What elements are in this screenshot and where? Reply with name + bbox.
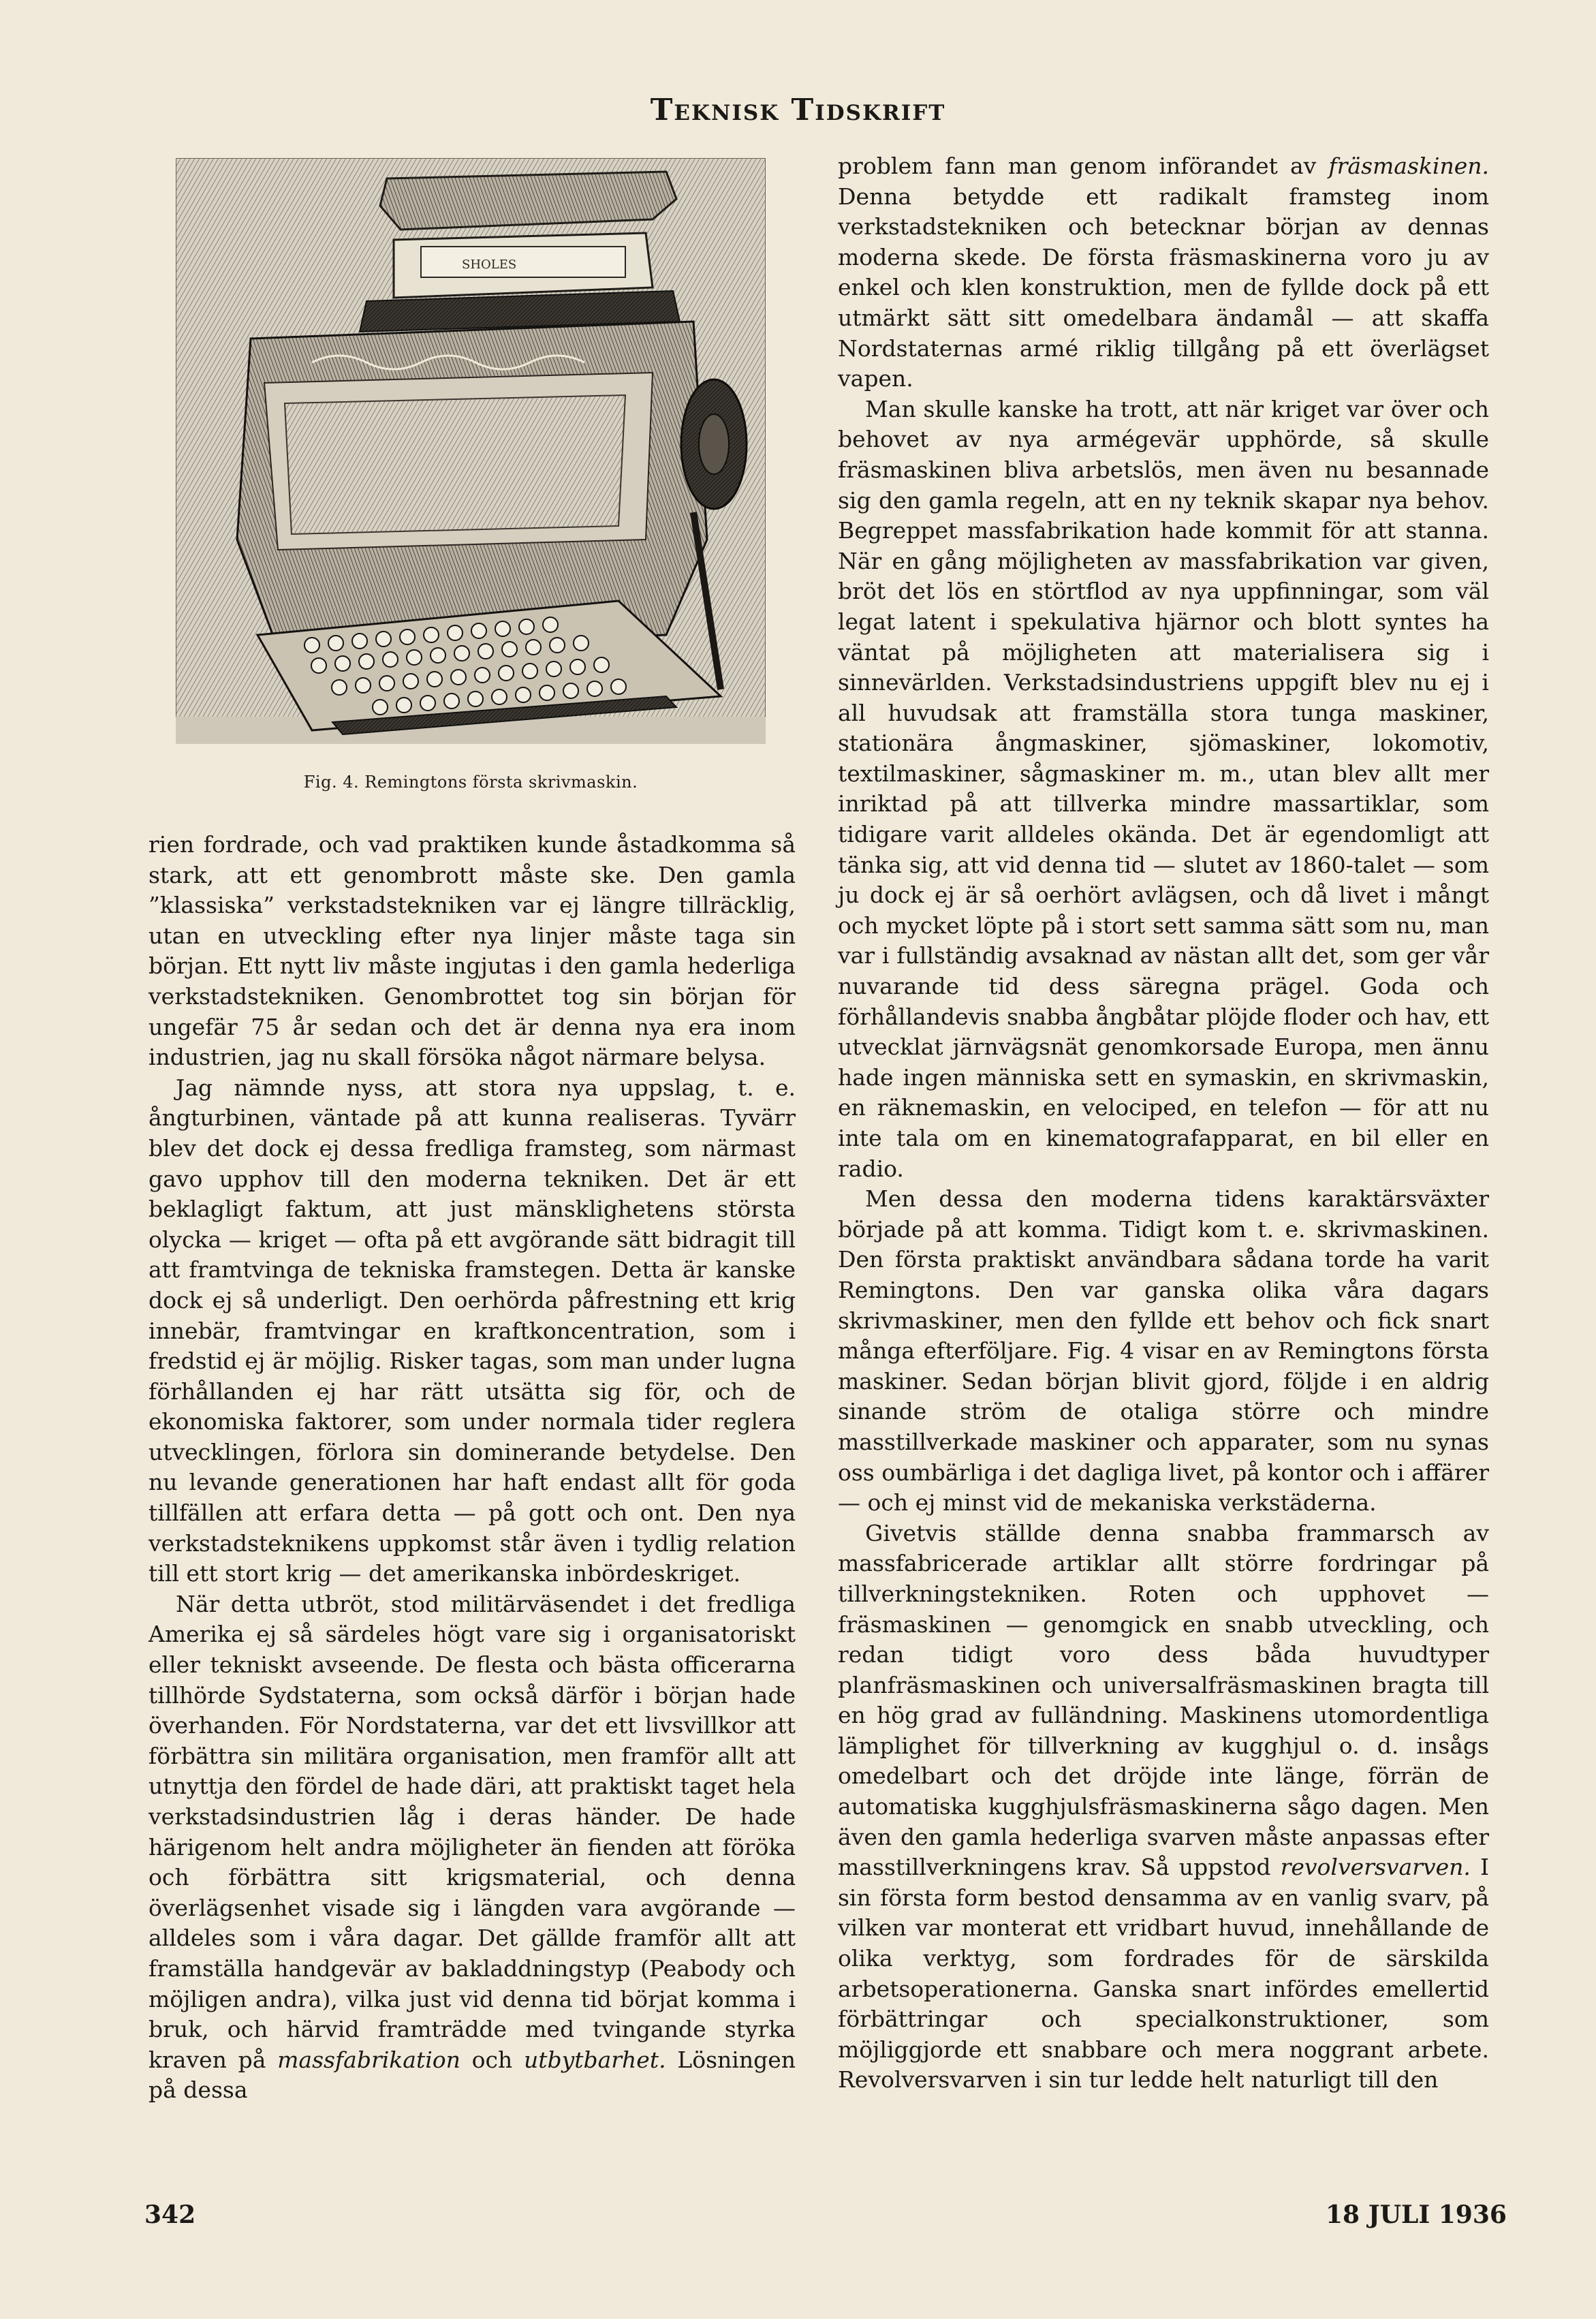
left-tail-end: Lösningen på dessa — [148, 2046, 796, 2104]
nameplate-label: SHOLES — [462, 258, 517, 272]
journal-header — [0, 93, 1596, 127]
right-head-start: problem fann man genom införandet av — [838, 153, 1329, 179]
figure-caption: Fig. 4. Remingtons första skrivmaskin. — [303, 773, 638, 792]
right-tail-end: I sin första form bestod densamma av en vanlig svarv, på vilken var monterat ett vridbart huvud, innehållande de olika verktyg, som fordrades för de särskilda arbetsoperationerna. Ganska snart infördes emellertid förbättringar och specialkonstruktioner, som möjliggjorde ett snabbare och mera noggrant arbete. Revolversvarven i sin tur ledde helt naturligt till den — [838, 1854, 1489, 2094]
figure-typewriter-illustration — [176, 158, 766, 744]
left-text-column — [148, 830, 796, 2106]
right-text-column — [838, 151, 1489, 2096]
paper-table — [380, 172, 676, 230]
left-paragraph-1: rien fordrade, och vad praktiken kunde åstadkomma så stark, att ett genombrott måste ske. Den gamla ”klassiska” verkstadstekniken var ej längre tillräcklig, utan en utveckling efter nya linjer måste taga sin början. Ett nytt liv måste ingjutas i den gamla hederliga verkstadstekniken. Genombrottet tog sin början för ungefär 75 år sedan och det är denna nya era inom industrien, jag nu skall försöka något närmare belysa. — [148, 831, 796, 1071]
typewriter-engraving — [176, 158, 766, 744]
issue-date: 18 JULI 1936 — [1326, 2200, 1507, 2229]
left-tail-conjunction: och — [460, 2046, 524, 2073]
left-paragraph-2: Jag nämnde nyss, att stora nya uppslag, t. e. ångturbinen, väntade på att kunna realiseras. Tyvärr blev det dock ej dessa fredliga framsteg, som närmast gavo upphov till den moderna tekniken. Det är ett beklagligt faktum, att just mänsklighetens största olycka — kriget — ofta på ett avgörande sätt bidragit till att framtvinga de tekniska framstegen. Detta är kanske dock ej så underligt. Den oerhörda påfrestning ett krig innebär, framtvingar en kraftkoncentration, som i fredstid ej är möjlig. Risker tagas, som man under lugna förhållanden ej har rätt utsätta sig för, och de ekonomiska faktorer, som under normala tider reglera utvecklingen, förlora sin dominerande betydelse. Den nu levande generationen har haft endast allt för goda tillfällen att erfara detta — på gott och ont. Den nya verkstadsteknikens uppkomst står även i tydlig relation till ett stort krig — det amerikanska inbördeskriget. — [148, 1074, 796, 1587]
journal-title: Teknisk Tidskrift — [650, 93, 946, 127]
right-paragraph-3: Men dessa den moderna tidens karaktärsväxter började på att komma. Tidigt kom t. e. skrivmaskinen. Den första praktiskt användbara sådana torde ha varit Remingtons. Den var ganska olika våra dagars skrivmaskiner, men den fyllde ett behov och fick snart många efterföljare. Fig. 4 visar en av Remingtons första maskiner. Sedan början blivit gjord, följde i en aldrig sinande ström de otaliga större och mindre masstillverkade maskiner och apparater, som nu synas oss oumbärliga i det dagliga livet, på kontor och i affärer — och ej minst vid de mekaniska verkstäderna. — [838, 1185, 1489, 1516]
left-paragraph-3 — [148, 1589, 796, 2106]
right-paragraph-2: Man skulle kanske ha trott, att när kriget var över och behovet av nya armégevär upphörde, så skulle fräsmaskinen bliva arbetslös, men även nu besannade sig den gamla regeln, att en ny teknik skapar nya behov. Begreppet massfabrikation hade kommit för att stanna. När en gång möjligheten av massfabrikation var given, bröt det lös en störtflod av nya uppfinningar, som väl legat latent i spekulativa hjärnor och blott syntes ha väntat på möjligheten att materialisera sig i sinnevärlden. Verkstadsindustriens uppgift blev nu ej i all huvudsak att framställa stora tunga maskiner, stationära ångmaskiner, sjömaskiner, lokomotiv, textilmaskiner, sågmaskiner m. m., utan blev allt mer inriktad på att tillverka mindre massartiklar, som tidigare varit alldeles okända. Det är egendomligt att tänka sig, att vid denna tid — slutet av 1860-talet — som ju dock ej är så oerhört avlägsen, och då livet i mångt och mycket löpte på i stort sett samma sätt som nu, man var i fullständig avsaknad av nästan allt det, som ger vår nuvarande tid dess säregna prägel. Goda och förhållandevis snabba ångbåtar plöjde floder och hav, ett utvecklat järnvägsnät genomkorsade Europa, men ännu hade ingen människa sett en symaskin, en skrivmaskin, en räknemaskin, en velociped, en telefon — för att nu inte tala om en kinematografapparat, en bil eller en radio. — [838, 395, 1489, 1182]
page-number: 342 — [144, 2200, 196, 2229]
term-massfabrikation: massfabrikation — [277, 2046, 460, 2073]
left-paragraph-3-body: När detta utbröt, stod militärväsendet i det fredliga Amerika ej så särdeles högt vare sig i organisatoriskt eller tekniskt avseende. De flesta och bästa officerarna tillhörde Sydstaterna, som också därför i början hade överhanden. För Nordstaterna, var det ett livsvillkor att förbättra sin militära organisation, men framför allt att utnyttja den fördel de hade däri, att praktiskt taget hela verkstadsindustrien låg i deras händer. De hade härigenom helt andra möjligheter än fienden att föröka och förbättra sitt krigsmaterial, och denna överlägsenhet visade sig i längden vara avgörande — alldeles som i våra dagar. Det gällde framför allt att framställa handgevär av bakladdningstyp (Peabody och möjligen andra), vilka just vid denna tid börjat komma i bruk, och härvid framträdde med tvingande styrka kraven på — [148, 1590, 796, 2073]
right-paragraph-1 — [838, 151, 1489, 394]
term-revolversvarven: revolversvarven. — [1280, 1854, 1471, 1881]
term-utbytbarhet: utbytbarhet. — [523, 2046, 666, 2073]
right-head-end: Denna betydde ett radikalt framsteg inom verkstadstekniken och betecknar början av dennas moderna skede. De första fräsmaskinerna voro ju av enkel och klen konstruktion, men de fyllde dock på ett utmärkt sätt sitt omedelbara ändamål — att skaffa Nordstaternas armé riklig tillgång på ett överlägset vapen. — [838, 183, 1489, 392]
right-paragraph-4-body: Givetvis ställde denna snabba frammarsch av massfabricerade artiklar allt större fordringar på tillverkningstekniken. Roten och upphovet — fräsmaskinen — genomgick en snabb utveckling, och redan tidigt voro dess båda huvudtyper planfräsmaskinen och universalfräsmaskinen bragta till en hög grad av fulländning. Maskinens utomordentliga lämplighet för tillverkning av kugghjul o. d. insågs omedelbart och det dröjde inte länge, förrän de automatiska kugghjulsfräsmaskinerna sågo dagen. Men även den gamla hederliga svarven måste anpassas efter masstillverkningens krav. Så uppstod — [838, 1519, 1489, 1881]
right-paragraph-4 — [838, 1519, 1489, 2096]
term-frasmaskinen: fräsmaskinen. — [1328, 153, 1489, 179]
